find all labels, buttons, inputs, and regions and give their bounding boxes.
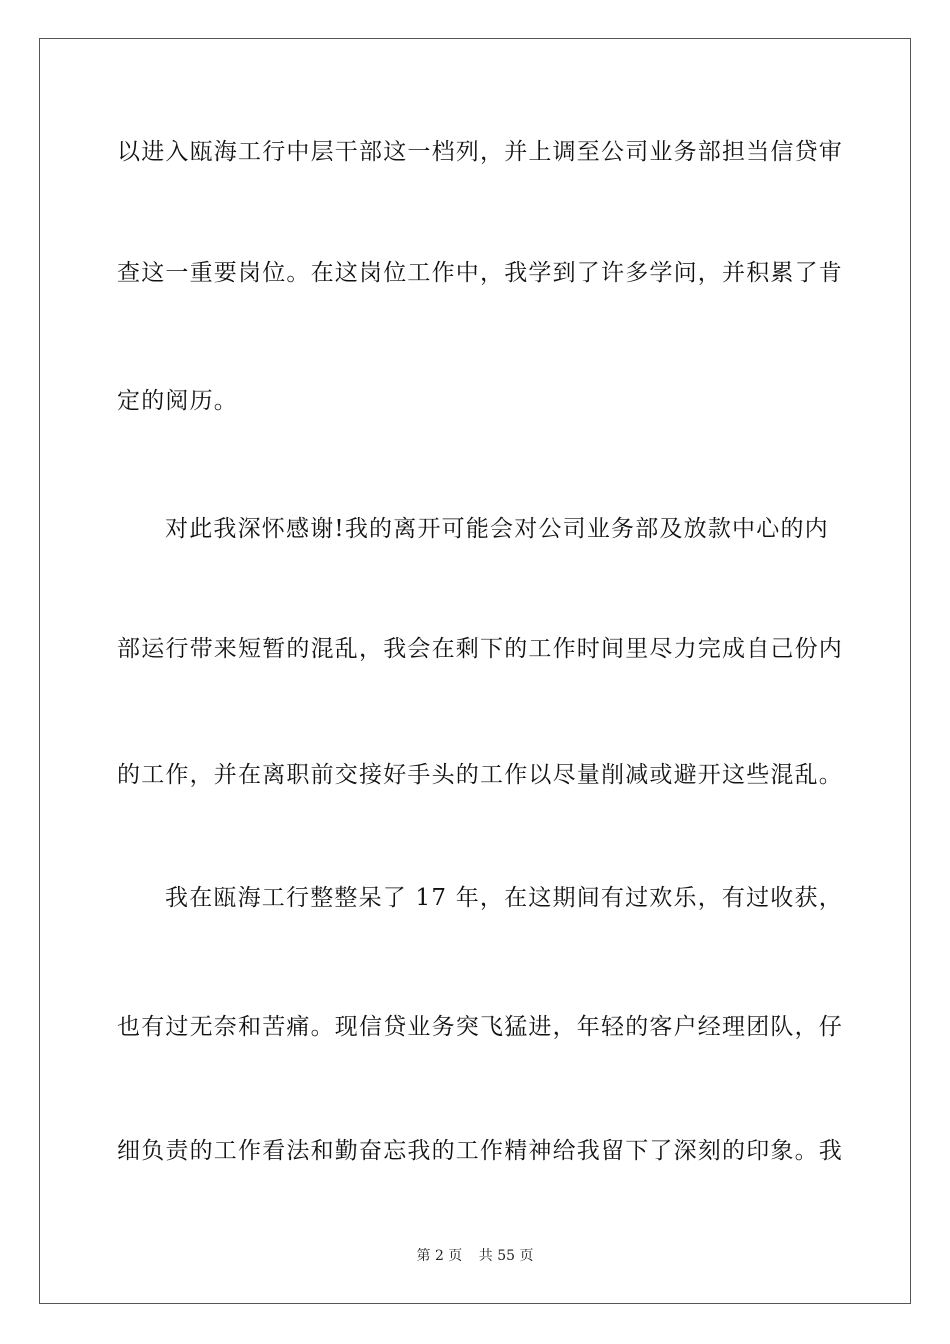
text-line: 的工作，并在离职前交接好手头的工作以尽量削减或避开这些混乱。 [117,762,843,788]
text-line: 查这一重要岗位。在这岗位工作中，我学到了许多学问，并积累了肯 [117,260,843,286]
page-number: 第 2 页 [416,1248,463,1264]
text-line: 细负责的工作看法和勤奋忘我的工作精神给我留下了深刻的印象。我 [117,1138,843,1164]
paragraph-start-line: 我在瓯海工行整整呆了 17 年，在这期间有过欢乐，有过收获， [165,885,843,911]
text-line: 以进入瓯海工行中层干部这一档列，并上调至公司业务部担当信贷审 [117,139,843,165]
text-line: 部运行带来短暂的混乱，我会在剩下的工作时间里尽力完成自己份内 [117,636,843,662]
page-total: 共 55 页 [478,1248,534,1264]
text-line: 也有过无奈和苦痛。现信贷业务突飞猛进，年轻的客户经理团队，仔 [117,1014,843,1040]
paragraph-start-line: 对此我深怀感谢!我的离开可能会对公司业务部及放款中心的内 [165,516,829,542]
page-border [39,38,911,1304]
text-line: 定的阅历。 [117,388,238,414]
page-footer [0,1247,950,1265]
